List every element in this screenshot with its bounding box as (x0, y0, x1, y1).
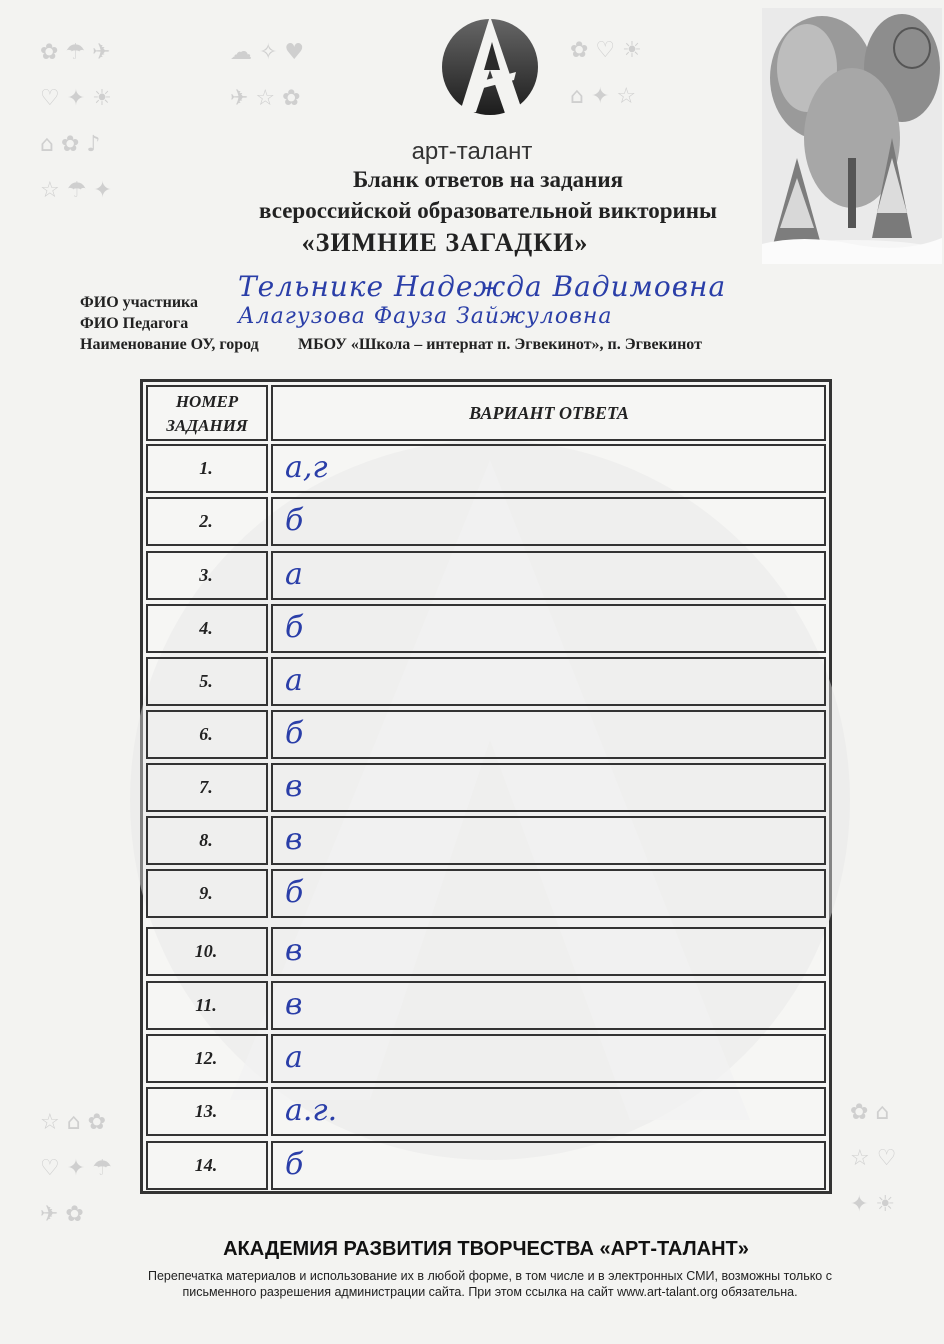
art-talant-logo (440, 12, 540, 122)
handwritten-answer: б (285, 875, 304, 910)
answer-cell (271, 1141, 826, 1190)
answer-cell (271, 816, 826, 865)
task-number: 14. (194, 1155, 218, 1175)
handwritten-answer: а,г (285, 450, 328, 485)
handwritten-answer: а.г. (285, 1093, 338, 1128)
header-answer-label: ВАРИАНТ ОТВЕТА (469, 403, 629, 423)
answer-cell (271, 710, 826, 759)
task-number: 1. (199, 458, 213, 478)
handwritten-answer: в (285, 987, 303, 1022)
answer-cell (271, 981, 826, 1030)
participant-name: Тельнике Надежда Вадимовна (238, 270, 727, 303)
answer-cell (271, 763, 826, 812)
winter-trees-illustration (762, 8, 942, 264)
school-value: МБОУ «Школа – интернат п. Эгвекинот», п. Эгвекинот (298, 336, 702, 353)
task-number: 12. (194, 1048, 218, 1068)
form-subtitle: всероссийской образовательной викторины (259, 198, 717, 223)
answer-cell (271, 657, 826, 706)
answer-cell (271, 444, 826, 493)
answer-cell (271, 604, 826, 653)
doodle-pattern-bottom-right: ✿ ⌂ ☆ ♡ ✦ ☀ (850, 1100, 897, 1217)
form-title: Бланк ответов на задания (352, 167, 624, 192)
task-number: 11. (195, 995, 217, 1015)
task-number: 3. (199, 565, 213, 585)
answer-cell (271, 869, 826, 918)
task-number: 5. (199, 671, 213, 691)
task-number: 9. (199, 883, 213, 903)
copyright-notice (100, 1268, 880, 1300)
task-number: 10. (194, 941, 218, 961)
header-number-label: НОМЕР ЗАДАНИЯ (166, 392, 248, 435)
handwritten-answer: а (285, 1040, 303, 1075)
academy-name: АКАДЕМИЯ РАЗВИТИЯ ТВОРЧЕСТВА «АРТ-ТАЛАНТ» (223, 1238, 749, 1260)
task-number: 6. (199, 724, 213, 744)
answer-cell (271, 1034, 826, 1083)
teacher-name: Алагузова Фауза Зайжуловна (238, 304, 613, 329)
handwritten-answer: в (285, 822, 303, 857)
teacher-label: ФИО Педагога (80, 315, 189, 332)
handwritten-answer: б (285, 503, 304, 538)
task-number: 2. (199, 511, 213, 531)
task-number: 7. (199, 777, 213, 797)
participant-label: ФИО участника (80, 294, 199, 311)
task-number: 8. (199, 830, 213, 850)
answer-cell (271, 551, 826, 600)
handwritten-answer: б (285, 716, 304, 751)
handwritten-answer: а (285, 557, 303, 592)
answer-cell (271, 927, 826, 976)
school-label: Наименование ОУ, город (80, 336, 259, 353)
doodle-pattern-bottom-left: ☆ ⌂ ✿ ♡ ✦ ☂ ✈ ✿ (40, 1110, 112, 1227)
handwritten-answer: б (285, 1147, 304, 1182)
notice-line-2: письменного разрешения администрации сайта. При этом ссылка на сайт www.art-talant.org обязательна. (182, 1285, 798, 1299)
handwritten-answer: в (285, 769, 303, 804)
doodle-pattern-right: ✿ ♡ ☀ ⌂ ✦ ☆ (570, 38, 642, 109)
task-number: 4. (199, 618, 213, 638)
answer-cell (271, 1087, 826, 1136)
doodle-pattern-center: ☁ ✧ ♥ ✈ ☆ ✿ (230, 40, 305, 111)
handwritten-answer: а (285, 663, 303, 698)
quiz-name: «ЗИМНИЕ ЗАГАДКИ» (301, 228, 589, 257)
doodle-pattern-left: ✿ ☂ ✈ ♡ ✦ ☀ ⌂ ✿ ♪ ☆ ☂ ✦ (40, 40, 112, 203)
notice-line-1: Перепечатка материалов и использование их в любой форме, в том числе и в электронных СМИ, возможны только с (147, 1269, 832, 1283)
task-number: 13. (194, 1101, 218, 1121)
handwritten-answer: в (285, 933, 303, 968)
brand-name: арт-талант (411, 138, 533, 165)
answer-cell (271, 497, 826, 546)
handwritten-answer: б (285, 610, 304, 645)
